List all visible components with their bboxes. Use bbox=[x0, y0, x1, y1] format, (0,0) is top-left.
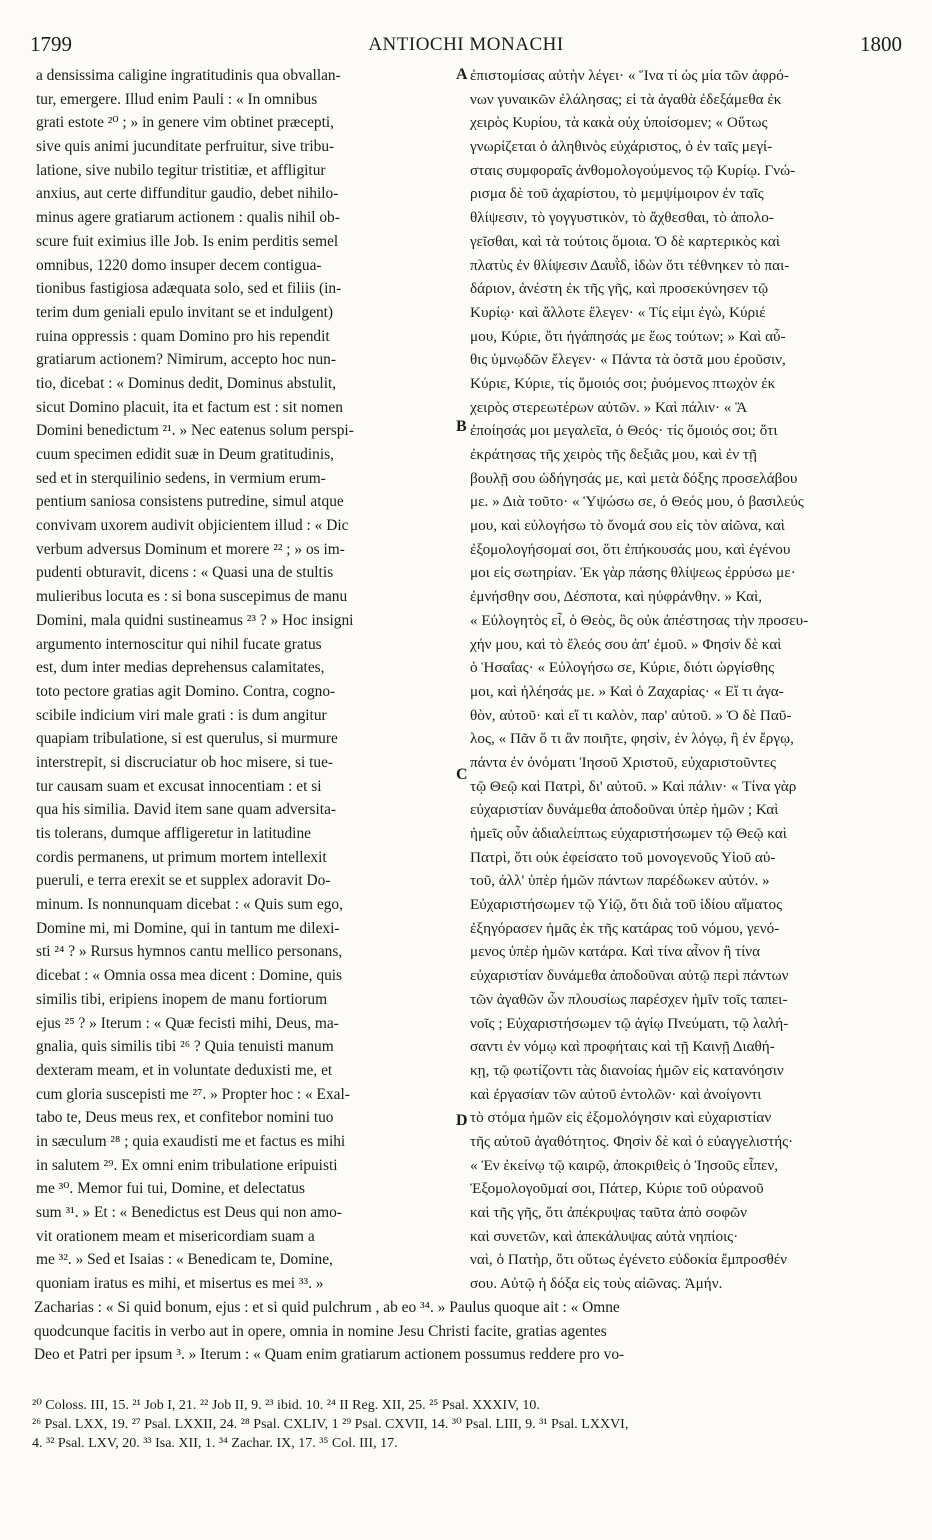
latin-line: qua his similia. David item sane quam adversita- bbox=[36, 801, 337, 819]
latin-line: verbum adversus Dominum et morere ²² ; » os im- bbox=[36, 540, 345, 558]
greek-line: ρισμα δὲ τοῦ ἀχαρίστου, τὸ μεμψίμοιρον ἐν ταῖς bbox=[470, 185, 764, 203]
greek-line: μοι, καὶ ἠλέησάς με. » Καὶ ὁ Ζαχαρίας· « Εἴ τι ἀγα- bbox=[470, 682, 784, 700]
latin-line: argumento internoscitur qui nihil fucate gratus bbox=[36, 635, 322, 653]
latin-line: Domini benedictum ²¹. » Nec eatenus solum perspi- bbox=[36, 422, 354, 440]
greek-line: μου, καὶ εὐλογήσω τὸ ὄνομά σου εἰς τὸν αἰῶνα, καὶ bbox=[470, 517, 785, 535]
latin-line: tionibus fastigiosa adæquata solo, sed et filiis (in- bbox=[36, 280, 342, 298]
full-width-line: Zacharias : « Si quid bonum, ejus : et si quid pulchrum , ab eo ³⁴. » Paulus quoque ait : « Omne bbox=[34, 1299, 620, 1316]
latin-line: tur, emergere. Illud enim Pauli : « In omnibus bbox=[36, 90, 318, 108]
greek-line: βουλῇ σου ὡδήγησάς με, καὶ μετὰ δόξης προσελάβου bbox=[470, 469, 798, 487]
greek-line: καὶ τῆς γῆς, ὅτι ἀπέκρυψας ταῦτα ἀπὸ σοφῶν bbox=[470, 1204, 747, 1221]
greek-line: σταις συμφοραῖς ἀνθομολογούμενος τῷ Κυρίῳ. Γνώ- bbox=[470, 161, 796, 179]
greek-line: « Ἐν ἐκείνῳ τῷ καιρῷ, ἀποκριθεὶς ὁ Ἰησοῦς εἶπεν, bbox=[470, 1156, 779, 1174]
latin-line: cordis permanens, ut primum mortem intellexit bbox=[36, 848, 327, 866]
footnote-line: ²⁶ Psal. LXX, 19. ²⁷ Psal. LXXII, 24. ²⁸ Psal. CXLIV, 1 ²⁹ Psal. CXVII, 14. ³⁰ Psal. LIII, 9. ³¹ Psal. LXXVI, bbox=[32, 1417, 629, 1432]
latin-line: omnibus, 1220 domo insuper decem contigua- bbox=[36, 256, 322, 274]
greek-line: γνωρίζεται ὁ ἀληθινὸς εὐχάριστος, ὁ ἐν ταῖς μεγί- bbox=[470, 138, 773, 156]
greek-line: χήν μου, καὶ τὸ ἔλεός σου ἀπ' ἐμοῦ. » Φησὶν δὲ καὶ bbox=[470, 635, 782, 653]
latin-line: pentium saniosa consistens putredine, simul atque bbox=[36, 493, 344, 511]
latin-line: sum ³¹. » Et : « Benedictus est Deus qui non amo- bbox=[36, 1204, 342, 1221]
latin-line: mulieribus locuta es : si bona suscepimus de manu bbox=[36, 588, 348, 606]
greek-line: θις ὑμνῳδῶν ἔλεγεν· « Πάντα τὰ ὀστᾶ μου ἐροῦσιν, bbox=[470, 351, 786, 369]
greek-line: πλατὺς ἐν θλίψεσιν Δαυῒδ, ἰδὼν ὅτι τέθνηκεν τὸ παι- bbox=[470, 256, 790, 274]
latin-line: ejus ²⁵ ? » Iterum : « Quæ fecisti mihi, Deus, ma- bbox=[36, 1014, 339, 1032]
latin-line: quapiam tribulatione, si est querulus, si murmure bbox=[36, 730, 338, 748]
footnote-line: ²⁰ Coloss. III, 15. ²¹ Job I, 21. ²² Job II, 9. ²³ ibid. 10. ²⁴ II Reg. XII, 25. ²⁵ Psal. XXXIV, 10. bbox=[32, 1398, 540, 1413]
latin-line: tabo te, Deus meus rex, et confitebor nomini tuo bbox=[36, 1109, 334, 1127]
greek-line: καὶ συνετῶν, καὶ ἀπεκάλυψας αὐτὰ νηπίοις· bbox=[470, 1227, 739, 1245]
greek-line: χειρὸς Κυρίου, τὰ κακὰ οὐχ ὑποίσομεν; « Οὕτως bbox=[470, 114, 768, 132]
latin-line: anxius, aut certe diffunditur gaudio, debet nihilo- bbox=[36, 185, 339, 203]
greek-line: τοῦ, ἀλλ' ὑπὲρ ἡμῶν πάντων παρέδωκεν αὐτόν. » bbox=[470, 872, 770, 890]
latin-line: gnalia, quis similis tibi ²⁶ ? Quia tenuisti manum bbox=[36, 1038, 334, 1056]
latin-line: me ³². » Sed et Isaias : « Benedicam te, Domine, bbox=[36, 1251, 333, 1269]
greek-line: εὐχαριστίαν δυνάμεθα ἀποδοῦναι αὐτῷ περὶ πάντων bbox=[470, 967, 789, 985]
latin-line: scure fuit eximius ille Job. Is enim perditis semel bbox=[36, 232, 339, 250]
greek-line: κῃ, τῷ φωτίζοντι τὰς διανοίας ἡμῶν εἰς κατανόησιν bbox=[470, 1061, 784, 1079]
greek-line: ναὶ, ὁ Πατὴρ, ὅτι οὕτως ἐγένετο εὐδοκία ἔμπροσθέν bbox=[470, 1251, 788, 1269]
greek-line: Πατρὶ, ὅτι οὐκ ἐφείσατο τοῦ μονογενοῦς Υἱοῦ αὐ- bbox=[470, 848, 776, 866]
latin-line: tio, dicebat : « Dominus dedit, Dominus abstulit, bbox=[36, 374, 337, 392]
greek-line: νων γυναικῶν ἐλάλησας; εἰ τὰ ἀγαθὰ ἐδεξάμεθα ἐκ bbox=[470, 90, 782, 108]
full-width-text bbox=[34, 1296, 902, 1367]
latin-line: est, dum inter medias deprehensus calamitates, bbox=[36, 659, 325, 677]
greek-line: γεῖσθαι, καὶ τὰ τούτοις ὅμοια. Ὁ δὲ καρτερικὸς καὶ bbox=[470, 232, 780, 250]
greek-line: νοῖς ; Εὐχαριστήσωμεν τῷ ἁγίῳ Πνεύματι, τῷ λαλή- bbox=[470, 1014, 789, 1032]
latin-line: tis tolerans, dumque affligeretur in latitudine bbox=[36, 825, 311, 842]
greek-line: πάντα ἐν ὀνόματι Ἰησοῦ Χριστοῦ, εὐχαριστοῦντες bbox=[470, 753, 777, 771]
latin-line: cum gloria suscepisti me ²⁷. » Propter hoc : « Exal- bbox=[36, 1085, 350, 1103]
greek-line: τῶν ἀγαθῶν ὧν πλουσίως παρέσχεν ἡμῖν τοῖς ταπει- bbox=[470, 990, 788, 1008]
greek-line: ἐξομολογήσομαί σοι, ὅτι ἐπήκουσάς μου, καὶ ἐγένου bbox=[470, 540, 791, 558]
latin-line: cuum specimen edidit suæ in Deum gratitudinis, bbox=[36, 446, 334, 463]
greek-line: Ἐξομολογοῦμαί σοι, Πάτερ, Κύριε τοῦ οὐρανοῦ bbox=[470, 1180, 764, 1198]
latin-line: latione, sive nubilo tegitur tristitiæ, et affligitur bbox=[36, 161, 326, 179]
latin-line: tur causam suam et excusat innocentiam : et si bbox=[36, 777, 322, 795]
page-header bbox=[30, 32, 902, 64]
greek-line: εὐχαριστίαν δυνάμεθα ἀποδοῦναι ὑπὲρ ἡμῶν ; Καὶ bbox=[470, 801, 779, 819]
footnote-line: 4. ³² Psal. LXV, 20. ³³ Isa. XII, 1. ³⁴ Zachar. IX, 17. ³⁵ Col. III, 17. bbox=[32, 1436, 398, 1451]
greek-line: ἐξηγόρασεν ἡμᾶς ἐκ τῆς κατάρας τοῦ νόμου, γενό- bbox=[470, 919, 780, 937]
section-marker-a: A bbox=[456, 66, 468, 83]
latin-line: dicebat : « Omnia ossa mea dicent : Domine, quis bbox=[36, 967, 343, 985]
page-number-right: 1800 bbox=[860, 32, 902, 56]
running-title: ANTIOCHI MONACHI bbox=[368, 34, 564, 55]
latin-line: interstrepit, si discruciatur ob hoc misere, si tue- bbox=[36, 753, 334, 771]
section-marker-d: D bbox=[456, 1112, 468, 1129]
latin-line: ruina oppressis : quam Domino pro his rependit bbox=[36, 327, 330, 345]
greek-line: ἐποίησάς μοι μεγαλεῖα, ὁ Θεός· τίς ὅμοιός σοι; ὅτι bbox=[470, 422, 778, 440]
latin-line: gratiarum actionem? Nimirum, accepto hoc nun- bbox=[36, 351, 337, 369]
latin-line: convivam uxorem audivit objicientem illud : « Dic bbox=[36, 517, 349, 535]
greek-line: θλίψεσιν, τὸ γογγυστικὸν, τὸ ἄχθεσθαι, τὸ ἀπολο- bbox=[470, 209, 774, 227]
latin-line: dexteram meam, et in voluntate deduxisti me, et bbox=[36, 1061, 333, 1079]
latin-column bbox=[36, 64, 454, 1296]
latin-line: scibile indicium viri male grati : is dum angitur bbox=[36, 706, 327, 724]
footnotes bbox=[32, 1396, 902, 1453]
latin-line: me ³⁰. Memor fui tui, Domine, et delectatus bbox=[36, 1180, 305, 1198]
greek-line: ὁ Ἡσαΐας· « Εὐλογήσω σε, Κύριε, διότι ὠργίσθης bbox=[470, 659, 775, 677]
greek-line: τῆς αὐτοῦ ἀγαθότητος. Φησὶν δὲ καὶ ὁ εὐαγγελιστής· bbox=[470, 1132, 794, 1150]
greek-line: μου, Κύριε, ὅτι ἠγάπησάς με ἕως τούτων; » Καὶ αὖ- bbox=[470, 327, 786, 345]
greek-line: καὶ ἐργασίαν τῶν αὐτοῦ ἐντολῶν· καὶ ἀνοίγοντι bbox=[470, 1085, 762, 1103]
greek-line: τὸ στόμα ἡμῶν εἰς ἐξομολόγησιν καὶ εὐχαριστίαν bbox=[470, 1109, 772, 1127]
greek-line: δάριον, ἀνέστη ἐκ τῆς γῆς, καὶ προσεκύνησεν τῷ bbox=[470, 280, 769, 298]
latin-line: quoniam iratus es mihi, et misertus es mei ³³. » bbox=[36, 1275, 324, 1293]
latin-line: pudenti obturavit, dicens : « Quasi una de stultis bbox=[36, 564, 334, 582]
latin-line: in sæculum ²⁸ ; quia exaudisti me et factus es mihi bbox=[36, 1132, 346, 1150]
greek-line: Εὐχαριστήσωμεν τῷ Υἱῷ, ὅτι διὰ τοῦ ἰδίου αἵματος bbox=[470, 896, 783, 914]
greek-line: Κυρίῳ· καὶ ἄλλοτε ἔλεγεν· « Τίς εἰμι ἐγὼ, Κύριέ bbox=[470, 303, 766, 321]
section-marker-b: B bbox=[456, 418, 467, 435]
greek-line: θὸν, αὐτοῦ· καὶ εἴ τι καλὸν, παρ' αὐτοῦ. » Ὁ δὲ Παῦ- bbox=[470, 706, 792, 724]
greek-line: ἡμεῖς οὖν ἀδιαλείπτως εὐχαριστήσωμεν τῷ Θεῷ καὶ bbox=[470, 825, 787, 842]
greek-line: μοι εἰς σωτηρίαν. Ἐκ γὰρ πάσης θλίψεως ἐρρύσω με· bbox=[470, 564, 796, 582]
greek-line: ἐκράτησας τῆς χειρὸς τῆς δεξιᾶς μου, καὶ ἐν τῇ bbox=[470, 446, 757, 463]
greek-column bbox=[470, 64, 902, 1296]
latin-line: sti ²⁴ ? » Rursus hymnos cantu mellico personans, bbox=[36, 943, 343, 961]
latin-line: minum. Is nonnunquam dicebat : « Quis sum ego, bbox=[36, 896, 343, 914]
greek-line: τῷ Θεῷ καὶ Πατρὶ, δι' αὐτοῦ. » Καὶ πάλιν· « Τίνα γὰρ bbox=[470, 777, 797, 795]
greek-line: ἐμνήσθην σου, Δέσποτα, καὶ ηὐφράνθην. » Καὶ, bbox=[470, 588, 763, 606]
latin-line: vit orationem meam et misericordiam suam a bbox=[36, 1227, 315, 1245]
section-marker-c: C bbox=[456, 766, 468, 783]
latin-line: sive quis animi jucunditate perfruitur, sive tribu- bbox=[36, 138, 335, 156]
latin-line: similis tibi, eripiens inopem de manu fortiorum bbox=[36, 990, 328, 1008]
latin-line: toto pectore gratias agit Domino. Contra, cogno- bbox=[36, 682, 336, 700]
greek-line: με. » Διὰ τοῦτο· « Ὑψώσω σε, ὁ Θεός μου, ὁ βασιλεύς bbox=[470, 493, 804, 511]
greek-line: Κύριε, Κύριε, τίς ὅμοιός σοι; ῥυόμενος πτωχὸν ἐκ bbox=[470, 374, 776, 392]
latin-line: terim dum geniali epulo invitant se et indulgent) bbox=[36, 303, 334, 321]
latin-line: pueruli, e terra erexit se et supplex adoravit Do- bbox=[36, 872, 331, 890]
latin-line: Domini, mala quidni sustineamus ²³ ? » Hoc insigni bbox=[36, 611, 354, 629]
latin-line: minus agere gratiarum actionem : qualis nihil ob- bbox=[36, 209, 340, 227]
latin-line: a densissima caligine ingratitudinis qua obvallan- bbox=[36, 67, 341, 84]
greek-line: λος, « Πᾶν ὅ τι ἂν ποιῆτε, φησὶν, ἐν λόγῳ, ἢ ἐν ἔργῳ, bbox=[470, 730, 794, 748]
latin-line: in salutem ²⁹. Ex omni enim tribulatione eripuisti bbox=[36, 1156, 338, 1174]
latin-line: sed et in sterquilinio sedens, in vermium erum- bbox=[36, 469, 326, 487]
greek-line: ἐπιστομίσας αὐτὴν λέγει· « Ἵνα τί ὡς μία τῶν ἀφρό- bbox=[470, 67, 789, 84]
full-width-line: Deo et Patri per ipsum ³. » Iterum : « Quam enim gratiarum actionem possumus reddere pro vo- bbox=[34, 1346, 625, 1364]
latin-line: Domine mi, mi Domine, qui in tantum me dilexi- bbox=[36, 919, 340, 937]
latin-line: sicut Domino placuit, ita et factum est : sit nomen bbox=[36, 398, 343, 416]
greek-line: « Εὐλογητὸς εἶ, ὁ Θεὸς, ὃς οὐκ ἀπέστησας τὴν προσευ- bbox=[470, 611, 809, 629]
greek-line: χειρὸς στερεωτέρων αὐτῶν. » Καὶ πάλιν· « Ἃ bbox=[470, 398, 748, 416]
full-width-line: quodcunque facitis in verbo aut in opere, omnia in nomine Jesu Christi facite, gratias agentes bbox=[34, 1322, 607, 1340]
greek-line: σου. Αὐτῷ ἡ δόξα εἰς τοὺς αἰῶνας. Ἀμήν. bbox=[470, 1275, 723, 1293]
greek-line: σαντι ἐν νόμῳ καὶ προφήταις καὶ τῇ Καινῇ Διαθή- bbox=[470, 1038, 775, 1056]
greek-line: μενος ὑπὲρ ἡμῶν κατάρα. Καὶ τίνα αἶνον ἢ τίνα bbox=[470, 943, 761, 961]
latin-line: grati estote ²⁰ ; » in genere vim obtinet præcepti, bbox=[36, 114, 334, 132]
page-number-left: 1799 bbox=[30, 32, 72, 56]
